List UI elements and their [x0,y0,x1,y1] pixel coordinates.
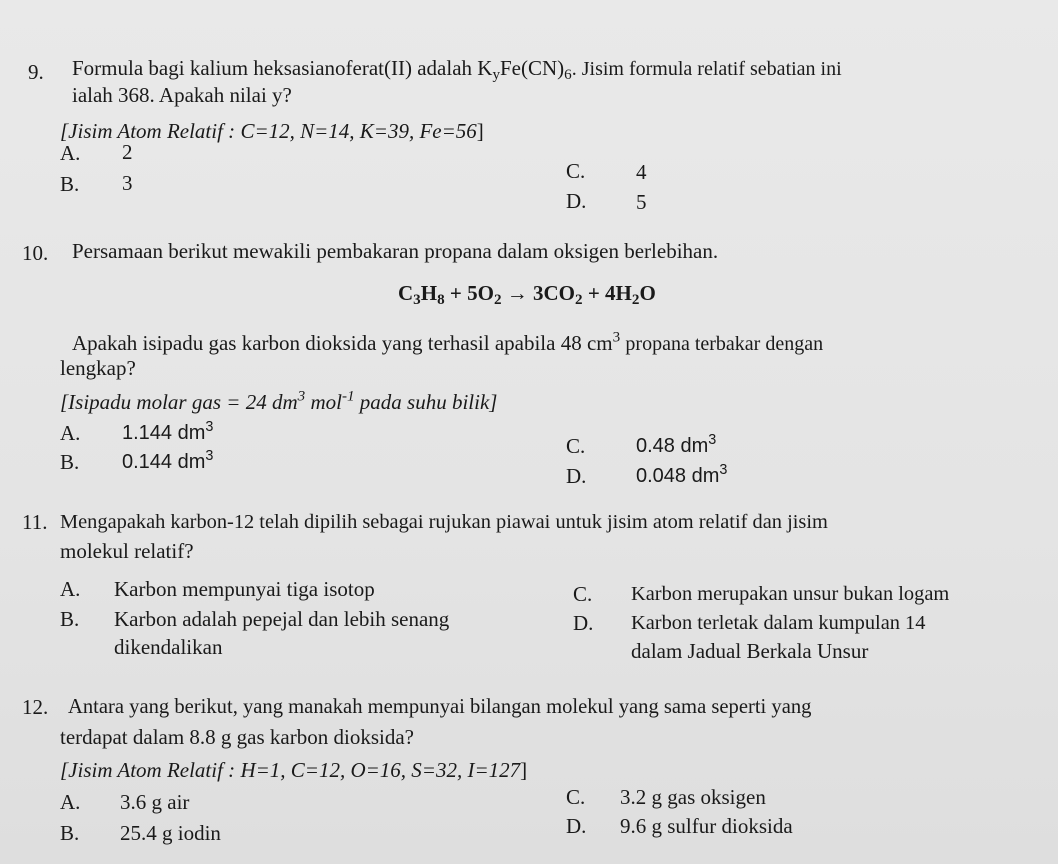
option-text: 3 [122,171,133,195]
option-text: Karbon terletak dalam kumpulan 14 [631,612,926,634]
relative-atomic-mass-note: [Jisim Atom Relatif : C=12, N=14, K=39, Fe=56] [60,119,484,143]
question-text-line: Apakah isipadu gas karbon dioksida yang terhasil apabila 48 $cm^3$ propana terbakar dengan [72,329,824,355]
option-letter: A. [60,577,81,601]
option-letter: A. [60,790,81,814]
option-letter: B. [60,172,80,196]
option-text: 2 [122,140,133,164]
option-letter: A. [60,141,81,165]
question-text-line: Antara yang berikut, yang manakah mempunyai bilangan molekul yang sama seperti yang [68,696,812,718]
option-text: 3.2 g gas oksigen [620,785,766,809]
question-text-line: Formula bagi kalium heksasianoferat(II) adalah $K_yFe(CN)_6$. Jisim formula relatif sebatian ini [72,56,842,83]
option-letter: C. [573,582,593,606]
question-text-line: terdapat dalam 8.8 g gas karbon dioksida? [60,725,414,749]
question-number: 9. [28,60,44,84]
option-text: 0.48 $dm^3$ [636,432,717,457]
option-letter: D. [566,814,587,838]
option-text: 0.048 $dm^3$ [636,462,728,487]
option-text: dikendalikan [114,635,223,659]
option-text: 5 [636,190,647,214]
question-text-line: Mengapakah karbon-12 telah dipilih sebagai rujukan piawai untuk jisim atom relatif dan jisim [60,511,828,533]
option-letter: D. [573,611,594,635]
option-text: dalam Jadual Berkala Unsur [631,639,869,663]
option-letter: B. [60,821,80,845]
option-text: 9.6 g sulfur dioksida [620,814,793,838]
option-letter: C. [566,785,586,809]
question-text-line: Persamaan berikut mewakili pembakaran propana dalam oksigen berlebihan. [72,239,719,263]
option-text: 0.144 $dm^3$ [122,448,214,473]
option-text: 1.144 $dm^3$ [122,419,214,444]
option-text: Karbon adalah pepejal dan lebih senang [114,607,450,631]
chemical-equation: $C_3H_8 + 5O_2 \to 3CO_2 + 4H_2O$ [398,281,656,308]
option-text: 25.4 g iodin [120,821,221,845]
option-text: Karbon merupakan unsur bukan logam [631,583,950,605]
molar-volume-note: [Isipadu molar gas = 24 $dm^3$ mol$^{-1}$ pada suhu bilik] [60,388,498,414]
option-letter: A. [60,421,81,445]
question-text-line: molekul relatif? [60,539,194,563]
relative-atomic-mass-note: [Jisim Atom Relatif : H=1, C=12, O=16, S=32, I=127] [60,758,528,782]
option-text: 3.6 g air [120,790,190,814]
option-text: 4 [636,160,647,184]
question-text-line: lengkap? [60,356,136,380]
option-letter: B. [60,450,80,474]
option-text: Karbon mempunyai tiga isotop [114,577,375,601]
option-letter: C. [566,159,586,183]
option-letter: D. [566,189,587,213]
option-letter: C. [566,434,586,458]
option-letter: D. [566,464,587,488]
question-number: 12. [22,695,49,719]
question-text-line: ialah 368. Apakah nilai y? [72,83,292,107]
option-letter: B. [60,607,80,631]
question-number: 10. [22,241,49,265]
question-number: 11. [22,510,48,534]
